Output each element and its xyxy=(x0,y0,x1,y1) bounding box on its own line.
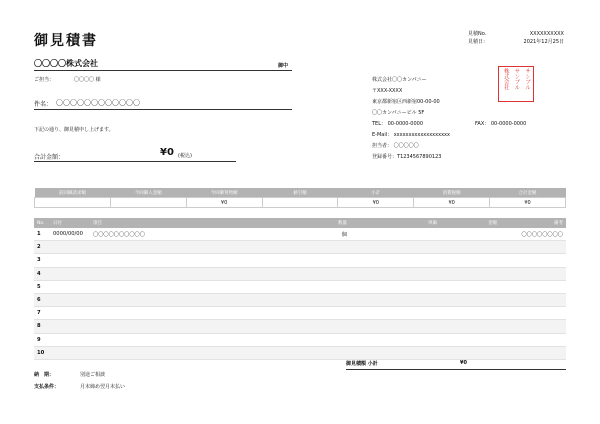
billing-summary-table xyxy=(34,188,566,208)
summary-header: 小計 xyxy=(338,188,414,198)
item-price-cell xyxy=(350,267,440,280)
item-price-cell xyxy=(350,307,440,320)
meta-labels xyxy=(468,30,488,46)
payment-label: 支払条件： xyxy=(34,384,60,390)
tel-label: TEL： xyxy=(372,121,386,127)
seal-line: サンプル xyxy=(513,68,520,90)
summary-value xyxy=(262,198,338,208)
table-row xyxy=(34,280,566,293)
table-row xyxy=(34,333,566,346)
items-header: No. xyxy=(34,218,50,228)
meta-values xyxy=(508,30,564,46)
item-item-cell xyxy=(90,293,220,306)
table-row xyxy=(34,228,566,241)
item-amount-cell xyxy=(440,307,500,320)
item-item-cell xyxy=(90,241,220,254)
summary-value xyxy=(35,198,111,208)
item-note-cell xyxy=(500,293,566,306)
fax-value: 00-0000-0000 xyxy=(490,121,527,127)
item-qty-cell xyxy=(220,346,350,359)
item-item-cell xyxy=(90,254,220,267)
item-no-cell: 3 xyxy=(34,254,50,267)
item-qty-cell xyxy=(220,333,350,346)
item-amount-cell xyxy=(440,333,500,346)
item-date-cell xyxy=(50,333,90,346)
item-qty-cell xyxy=(220,307,350,320)
item-note-cell xyxy=(500,280,566,293)
item-amount-cell xyxy=(440,254,500,267)
summary-value: ¥0 xyxy=(186,198,262,208)
total-underline xyxy=(34,161,236,162)
total-label: 合計金額： xyxy=(34,154,65,161)
email-value: xxxxxxxxxxxxxxxxxxx xyxy=(393,132,450,138)
item-item-cell: 〇〇〇〇〇〇〇〇〇〇 xyxy=(90,228,220,241)
tel-value: 00-0000-0000 xyxy=(387,121,424,127)
item-qty-cell xyxy=(220,267,350,280)
table-row xyxy=(34,307,566,320)
subject-value: 〇〇〇〇〇〇〇〇〇〇〇〇 xyxy=(56,99,140,107)
intro-note: 下記の通り、御見積申し上げます。 xyxy=(34,127,114,133)
summary-value: ¥0 xyxy=(414,198,490,208)
item-amount-cell xyxy=(440,320,500,333)
item-note-cell xyxy=(500,267,566,280)
item-no-cell: 5 xyxy=(34,280,50,293)
items-header: 数量 xyxy=(220,218,350,228)
item-amount-cell xyxy=(440,241,500,254)
registration-label: 登録番号： xyxy=(372,154,398,160)
item-amount-cell xyxy=(440,228,500,241)
item-no-cell: 7 xyxy=(34,307,50,320)
items-header: 単価 xyxy=(350,218,440,228)
company-postal: 〒XXX-XXXX xyxy=(372,88,403,94)
contact-label: ご担当： xyxy=(34,77,55,83)
item-no-cell: 2 xyxy=(34,241,50,254)
item-price-cell xyxy=(350,333,440,346)
item-item-cell xyxy=(90,280,220,293)
table-row xyxy=(34,254,566,267)
summary-value: ¥0 xyxy=(338,198,414,208)
payment-value: 月末締め翌月末払い xyxy=(80,384,126,390)
summary-value: ¥0 xyxy=(490,198,566,208)
item-note-cell xyxy=(500,241,566,254)
table-row xyxy=(34,241,566,254)
item-date-cell xyxy=(50,267,90,280)
item-item-cell xyxy=(90,320,220,333)
subject-underline xyxy=(34,109,292,110)
fax-label: FAX： xyxy=(475,121,490,127)
item-amount-cell xyxy=(440,346,500,359)
summary-header: 今回御入金額 xyxy=(110,188,186,198)
items-header: 備考 xyxy=(500,218,566,228)
item-note-cell xyxy=(500,254,566,267)
item-note-cell xyxy=(500,333,566,346)
item-no-cell: 6 xyxy=(34,293,50,306)
subject-label: 件名： xyxy=(34,101,53,108)
delivery-value: 別途ご相談 xyxy=(80,372,106,378)
document-title: 御見積書 xyxy=(34,33,98,49)
item-date-cell xyxy=(50,346,90,359)
item-note-cell: 〇〇〇〇〇〇〇〇 xyxy=(500,228,566,241)
table-row xyxy=(34,320,566,333)
table-row xyxy=(34,267,566,280)
client-name: 〇〇〇〇株式会社 xyxy=(34,59,98,68)
item-no-cell: 4 xyxy=(34,267,50,280)
item-no-cell: 8 xyxy=(34,320,50,333)
contact-value: 〇〇〇〇 様 xyxy=(74,77,101,83)
tax-note: (税込) xyxy=(178,153,192,159)
summary-header: 合計金額 xyxy=(490,188,566,198)
item-qty-cell: 個 xyxy=(220,228,350,241)
item-date-cell xyxy=(50,307,90,320)
estimate-no-label: 見積No. xyxy=(468,31,487,37)
subtotal-underline xyxy=(346,369,566,370)
item-note-cell xyxy=(500,307,566,320)
item-qty-cell xyxy=(220,293,350,306)
item-date-cell xyxy=(50,280,90,293)
item-amount-cell xyxy=(440,293,500,306)
summary-header: 消費税額 xyxy=(414,188,490,198)
items-header: 金額 xyxy=(440,218,500,228)
seal-line: 株式会社 xyxy=(502,68,509,90)
delivery-label: 納 期： xyxy=(34,372,55,378)
table-row xyxy=(34,293,566,306)
item-amount-cell xyxy=(440,280,500,293)
company-seal-stamp xyxy=(498,66,534,102)
item-item-cell xyxy=(90,346,220,359)
item-price-cell xyxy=(350,254,440,267)
subtotal-value: ¥0 xyxy=(460,360,467,366)
total-value: ¥0 xyxy=(160,147,174,158)
item-date-cell xyxy=(50,254,90,267)
summary-value xyxy=(110,198,186,208)
line-items-table xyxy=(34,218,566,360)
company-name: 株式会社〇〇カンパニー xyxy=(372,77,427,83)
item-date-cell xyxy=(50,320,90,333)
estimate-date-label: 見積日： xyxy=(468,39,489,45)
item-item-cell xyxy=(90,267,220,280)
item-date-cell xyxy=(50,293,90,306)
items-header: 項目 xyxy=(90,218,220,228)
subtotal-label: 御見積額 小計 xyxy=(346,361,378,367)
company-address1: 東京都新宿区西新宿00-00-00 xyxy=(372,99,440,105)
item-date-cell: 0000/00/00 xyxy=(50,228,90,241)
summary-header: 今回御買物額 xyxy=(186,188,262,198)
summary-header: 値引額 xyxy=(262,188,338,198)
item-note-cell xyxy=(500,320,566,333)
client-name-underline xyxy=(34,70,292,71)
item-price-cell xyxy=(350,346,440,359)
item-qty-cell xyxy=(220,241,350,254)
item-item-cell xyxy=(90,333,220,346)
item-no-cell: 9 xyxy=(34,333,50,346)
estimate-no-value: XXXXXXXXXX xyxy=(529,31,564,37)
estimate-date-value: 2021年12月25日 xyxy=(523,39,564,45)
item-price-cell xyxy=(350,241,440,254)
item-note-cell xyxy=(500,346,566,359)
client-suffix: 御中 xyxy=(278,63,289,69)
item-qty-cell xyxy=(220,254,350,267)
table-row xyxy=(34,346,566,359)
company-address2: 〇〇カンパニービル 5F xyxy=(372,110,425,116)
item-price-cell xyxy=(350,228,440,241)
item-price-cell xyxy=(350,280,440,293)
item-price-cell xyxy=(350,293,440,306)
seal-line: サンプル xyxy=(524,68,531,90)
item-qty-cell xyxy=(220,280,350,293)
item-no-cell: 1 xyxy=(34,228,50,241)
registration-value: T1234567890123 xyxy=(397,154,442,160)
person-value: 〇〇〇〇〇 xyxy=(393,143,419,149)
email-label: E-Mail： xyxy=(372,132,393,138)
items-header: 日付 xyxy=(50,218,90,228)
item-amount-cell xyxy=(440,267,500,280)
person-label: 担当者： xyxy=(372,143,393,149)
item-item-cell xyxy=(90,307,220,320)
summary-header: 前回御請求額 xyxy=(35,188,111,198)
item-no-cell: 10 xyxy=(34,346,50,359)
item-qty-cell xyxy=(220,320,350,333)
item-date-cell xyxy=(50,241,90,254)
item-price-cell xyxy=(350,320,440,333)
